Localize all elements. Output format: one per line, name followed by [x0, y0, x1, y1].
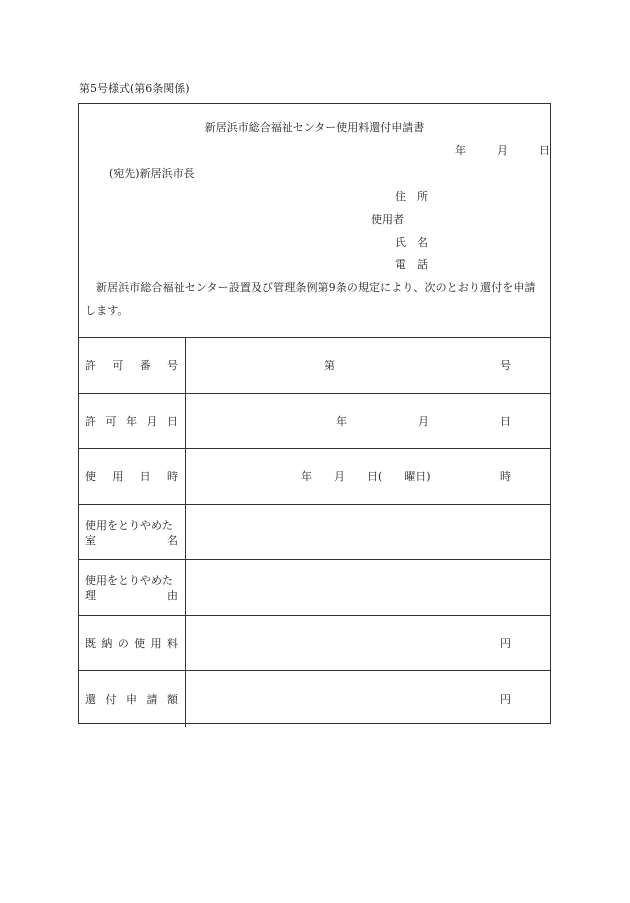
refund-amount-label: 還 付 申 請 額 [79, 671, 186, 727]
form-table [79, 338, 550, 727]
refund-amount-field[interactable] [186, 671, 550, 727]
cancel-reason-label: 使用をとりやめた 理 由 [79, 560, 186, 615]
permit-number-label: 許 可 番 号 [79, 338, 186, 393]
permit-date-year: 年 [336, 414, 347, 428]
cancelled-room-label: 使用をとりやめた 室 名 [79, 505, 186, 560]
refund-amount-unit: 円 [500, 692, 511, 706]
permit-date-field[interactable] [186, 394, 550, 449]
use-date-template: 年 月 日( 曜日) [301, 470, 431, 484]
application-form [78, 103, 551, 724]
cancel-reason-field[interactable] [186, 560, 550, 615]
date-year-field[interactable]: 年 [455, 144, 466, 157]
permit-date-row [79, 394, 550, 450]
cancelled-room-row [79, 505, 550, 561]
permit-number-row [79, 338, 550, 394]
use-datetime-label: 使 用 日 時 [79, 449, 186, 504]
paid-fee-unit: 円 [500, 636, 511, 650]
refund-amount-row [79, 671, 550, 727]
name-label: 氏 名 [395, 236, 428, 249]
cancel-reason-row [79, 560, 550, 616]
permit-date-month: 月 [418, 414, 429, 428]
address-label: 住 所 [395, 190, 428, 203]
permit-number-suffix: 号 [500, 359, 511, 373]
paid-fee-field[interactable] [186, 616, 550, 671]
use-hour: 時 [500, 470, 511, 484]
form-caption: 第5号様式(第6条関係) [79, 82, 190, 95]
date-day-field[interactable]: 日 [539, 144, 550, 157]
permit-number-field[interactable] [186, 338, 550, 393]
permit-date-label: 許 可 年 月 日 [79, 394, 186, 449]
use-datetime-field[interactable] [186, 449, 550, 504]
form-header-section [79, 104, 550, 338]
application-statement: 新居浜市総合福祉センター設置及び管理条例第9条の規定により、次のとおり還付を申請します。 [85, 281, 536, 317]
form-title: 新居浜市総合福祉センター使用料還付申請書 [204, 121, 425, 134]
use-datetime-row [79, 449, 550, 505]
date-month-field[interactable]: 月 [497, 144, 508, 157]
cancelled-room-field[interactable] [186, 505, 550, 560]
permit-number-prefix: 第 [324, 359, 335, 373]
paid-fee-label: 既 納 の 使 用 料 [79, 616, 186, 671]
user-label: 使用者 [371, 213, 404, 226]
phone-label: 電 話 [395, 258, 428, 271]
addressee: (宛先)新居浜市長 [109, 167, 195, 180]
permit-date-day: 日 [500, 414, 511, 428]
paid-fee-row [79, 616, 550, 672]
application-date [455, 142, 550, 158]
